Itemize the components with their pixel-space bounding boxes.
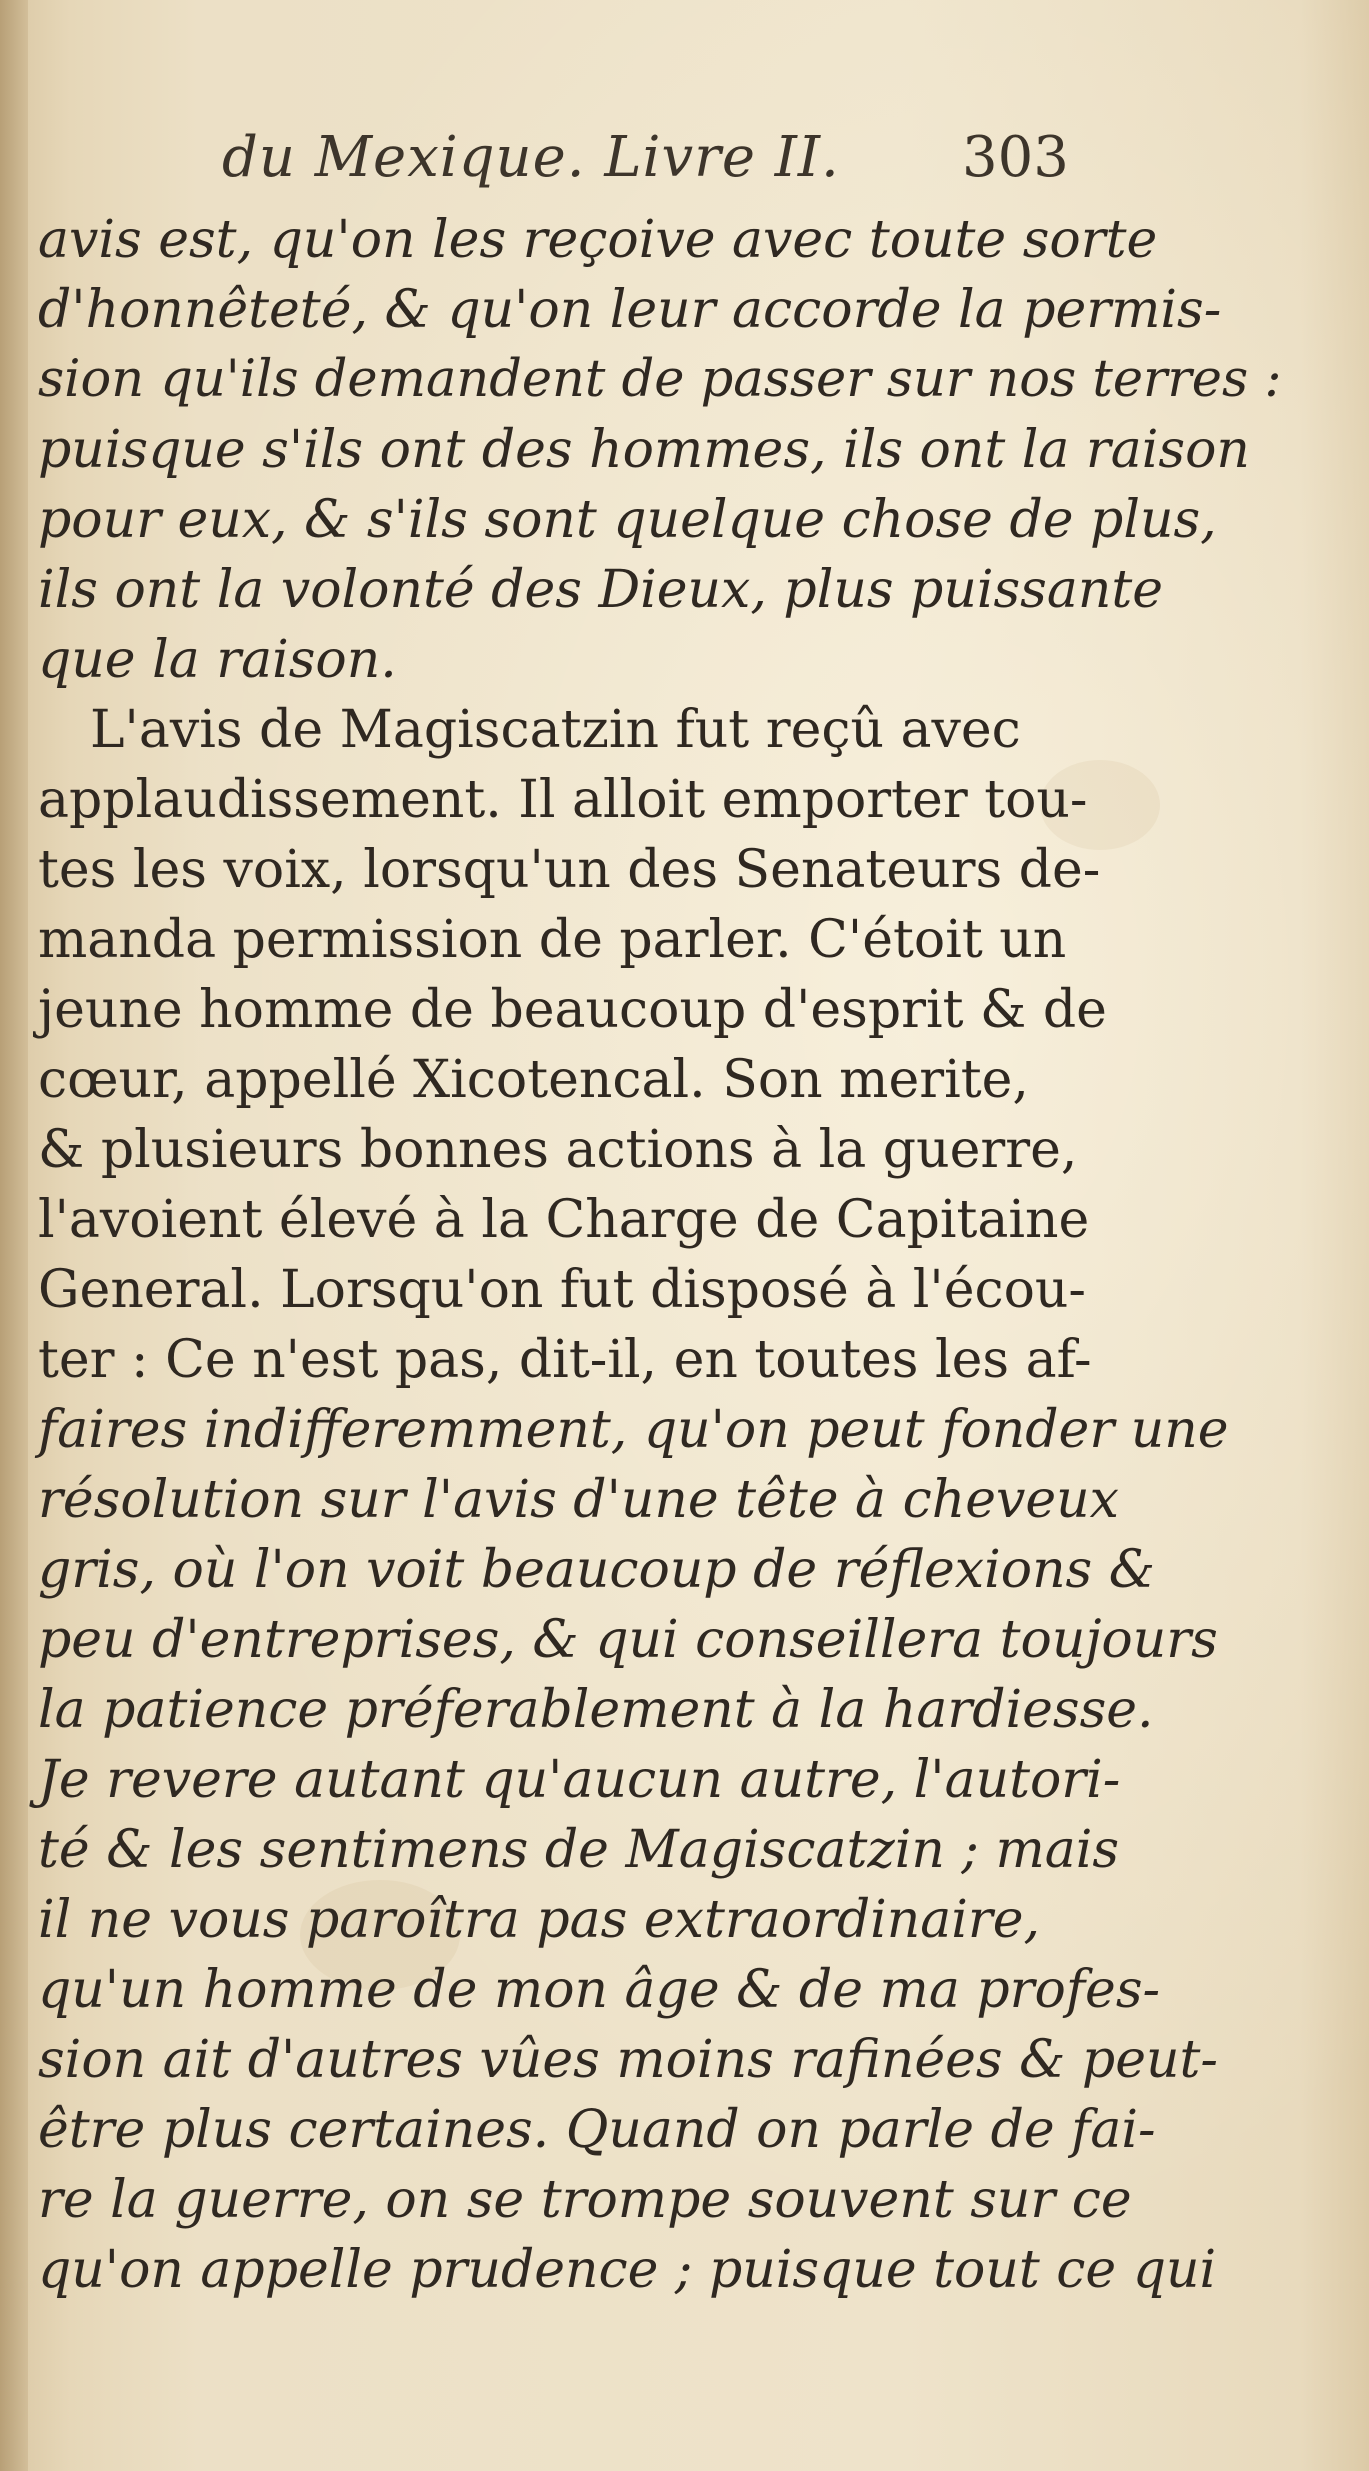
text-line: puisque s'ils ont des hommes, ils ont la raison bbox=[38, 420, 1250, 480]
text-line: applaudissement. Il alloit emporter tou- bbox=[38, 770, 1088, 830]
text-line: il ne vous paroîtra pas extraordinaire, bbox=[38, 1890, 1041, 1950]
text-line: ter : Ce n'est pas, dit-il, en toutes les af- bbox=[38, 1330, 1092, 1390]
text-line: d'honnêteté, & qu'on leur accorde la permis- bbox=[38, 280, 1222, 340]
text-line: General. Lorsqu'on fut disposé à l'écou- bbox=[38, 1260, 1086, 1320]
text-line: & plusieurs bonnes actions à la guerre, bbox=[38, 1120, 1078, 1180]
text-line: être plus certaines. Quand on parle de fai- bbox=[38, 2100, 1156, 2160]
text-line: qu'un homme de mon âge & de ma profes- bbox=[38, 1960, 1161, 2020]
text-line: manda permission de parler. C'étoit un bbox=[38, 910, 1067, 970]
text-line: gris, où l'on voit beaucoup de réflexions & bbox=[38, 1540, 1156, 1600]
text-line: cœur, appellé Xicotencal. Son merite, bbox=[38, 1050, 1029, 1110]
text-line: pour eux, & s'ils sont quelque chose de plus, bbox=[38, 490, 1217, 550]
text-line: résolution sur l'avis d'une tête à cheveux bbox=[38, 1470, 1119, 1530]
text-line: L'avis de Magiscatzin fut reçû avec bbox=[90, 700, 1021, 760]
running-head: du Mexique. Livre II. bbox=[222, 125, 840, 190]
text-line: que la raison. bbox=[38, 630, 397, 690]
text-line: Je revere autant qu'aucun autre, l'autori- bbox=[38, 1750, 1121, 1810]
text-line: jeune homme de beaucoup d'esprit & de bbox=[38, 980, 1107, 1040]
page-header bbox=[0, 125, 1369, 205]
text-line: la patience préferablement à la hardiesse. bbox=[38, 1680, 1154, 1740]
text-line: avis est, qu'on les reçoive avec toute sorte bbox=[38, 210, 1158, 270]
text-line: peu d'entreprises, & qui conseillera toujours bbox=[38, 1610, 1218, 1670]
text-line: té & les sentimens de Magiscatzin ; mais bbox=[38, 1820, 1120, 1880]
text-line: ils ont la volonté des Dieux, plus puissante bbox=[38, 560, 1163, 620]
text-line: re la guerre, on se trompe souvent sur ce bbox=[38, 2170, 1132, 2230]
page-gutter-shadow bbox=[0, 0, 28, 2471]
text-line: sion ait d'autres vûes moins rafinées & peut- bbox=[38, 2030, 1218, 2090]
text-line: sion qu'ils demandent de passer sur nos terres : bbox=[38, 350, 1282, 409]
text-line: l'avoient élevé à la Charge de Capitaine bbox=[38, 1190, 1090, 1250]
page-number: 303 bbox=[962, 125, 1069, 190]
text-line: tes les voix, lorsqu'un des Senateurs de- bbox=[38, 840, 1101, 900]
text-line: faires indifferemment, qu'on peut fonder une bbox=[38, 1400, 1229, 1460]
text-line: qu'on appelle prudence ; puisque tout ce qui bbox=[38, 2240, 1217, 2300]
